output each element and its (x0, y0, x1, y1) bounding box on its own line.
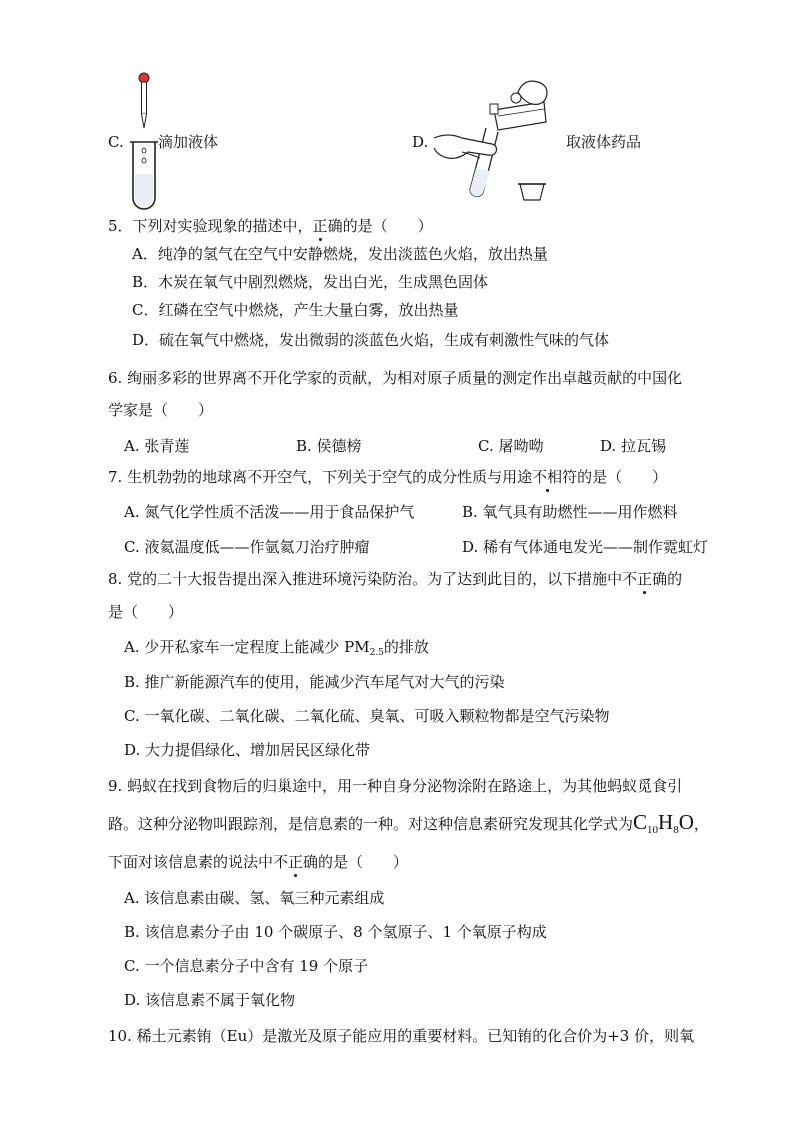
q6-option-b: B. 侯德榜 (296, 437, 362, 455)
q9-stem-line3-a: 下面对该信息素的说法中 (108, 853, 274, 871)
q6-option-a: A. 张青莲 (124, 437, 190, 455)
formula-h-sub: 8 (673, 824, 679, 836)
q9-option-b: B. 该信息素分子由 10 个碳原子、8 个氢原子、1 个氧原子构成 (124, 923, 547, 941)
q6-stem-line2: 学家是（ ） (108, 401, 214, 419)
chemical-formula (633, 810, 694, 834)
q7-option-a: A. 氮气化学性质不活泼——用于食品保护气 (124, 503, 415, 521)
q7-option-d: D. 稀有气体通电发光——制作霓虹灯 (462, 538, 709, 556)
q7-stem-b: 符的是（ ） (562, 468, 668, 486)
q9-option-d: D. 该信息素不属于氧化物 (124, 991, 296, 1009)
q8-option-a-pre: A. 少开私家车一定程度上能减少 PM (124, 638, 370, 656)
q7-stem-emphasis: 不相 (532, 468, 563, 486)
q5-option-a: A．纯净的氢气在空气中安静燃烧，发出淡蓝色火焰，放出热量 (132, 245, 548, 263)
q9-stem-line1: 9. 蚂蚁在找到食物后的归巢途中，用一种自身分泌物涂附在路途上，为其他蚂蚁觅食引 (108, 777, 683, 795)
formula-c: C (633, 810, 648, 834)
q8-option-c: C. 一氧化碳、二氧化碳、二氧化硫、臭氧、可吸入颗粒物都是空气污染物 (124, 707, 610, 725)
q8-stem-b: 的 (667, 570, 683, 588)
q8-option-a-sub: 2.5 (369, 648, 384, 658)
q5-option-c: C．红磷在空气中燃烧，产生大量白雾，放出热量 (132, 301, 459, 319)
q5-stem-emphasis: 正 (312, 217, 328, 235)
formula-o: O (678, 810, 694, 834)
q9-formula-tail: ， (693, 815, 709, 833)
q6-option-d: D. 拉瓦锡 (600, 437, 667, 455)
q8-option-d: D. 大力提倡绿化、增加居民区绿化带 (124, 741, 371, 759)
q7-option-b: B. 氧气具有助燃性——用作燃料 (462, 503, 678, 521)
q9-stem-line2-text: 路。这种分泌物叫跟踪剂，是信息素的一种。对这种信息素研究发现其化学式为 (108, 815, 634, 833)
figure-d-caption: 取液体药品 (566, 133, 642, 151)
q9-stem-line2 (108, 812, 709, 840)
q8-stem-line1 (108, 569, 682, 589)
q7-stem-a: 7. 生机勃勃的地球离不开空气，下列关于空气的成分性质与用途 (108, 468, 533, 486)
q9-stem-emphasis: 不正确 (273, 853, 319, 871)
pouring-liquid-icon (432, 72, 562, 202)
figure-d-letter: D. (412, 133, 429, 151)
q8-stem-emphasis: 不正确 (622, 570, 668, 588)
q9-stem-line3-b: 的是（ ） (318, 853, 409, 871)
q5-option-d: D．硫在氧气中燃烧，发出微弱的淡蓝色火焰，生成有刺激性气味的气体 (132, 331, 610, 349)
q6-option-c: C. 屠呦呦 (478, 437, 544, 455)
q5-stem-a: 5．下列对实验现象的描述中， (108, 217, 313, 235)
q7-stem (108, 467, 667, 487)
q9-option-c: C. 一个信息素分子中含有 19 个原子 (124, 957, 369, 975)
figure-c-caption: 滴加液体 (158, 133, 219, 151)
q5-option-b: B．木炭在氧气中剧烈燃烧，发出白光，生成黑色固体 (132, 273, 489, 291)
q9-option-a: A. 该信息素由碳、氢、氧三种元素组成 (124, 889, 385, 907)
q8-option-b: B. 推广新能源汽车的使用，能减少汽车尾气对大气的污染 (124, 673, 505, 691)
q6-stem-line1: 6. 绚丽多彩的世界离不开化学家的贡献，为相对原子质量的测定作出卓越贡献的中国化 (108, 369, 683, 387)
q8-option-a-post: 的排放 (383, 638, 429, 656)
q5-stem (108, 216, 433, 236)
q8-stem-a: 8. 党的二十大报告提出深入推进环境污染防治。为了达到此目的，以下措施中 (108, 570, 623, 588)
q9-stem-line3 (108, 852, 408, 872)
q7-option-c: C. 液氦温度低——作氩氦刀治疗肿瘤 (124, 538, 370, 556)
q10-stem-line1: 10. 稀土元素铕（Eu）是激光及原子能应用的重要材料。已知铕的化合价为+3 价，则氧 (108, 1027, 695, 1045)
q5-stem-b: 确的是（ ） (327, 217, 433, 235)
q8-stem-line2: 是（ ） (108, 603, 184, 621)
formula-h: H (658, 810, 674, 834)
formula-c-sub: 10 (647, 824, 659, 836)
figure-c-letter: C. (108, 133, 124, 151)
q8-option-a (124, 637, 429, 663)
